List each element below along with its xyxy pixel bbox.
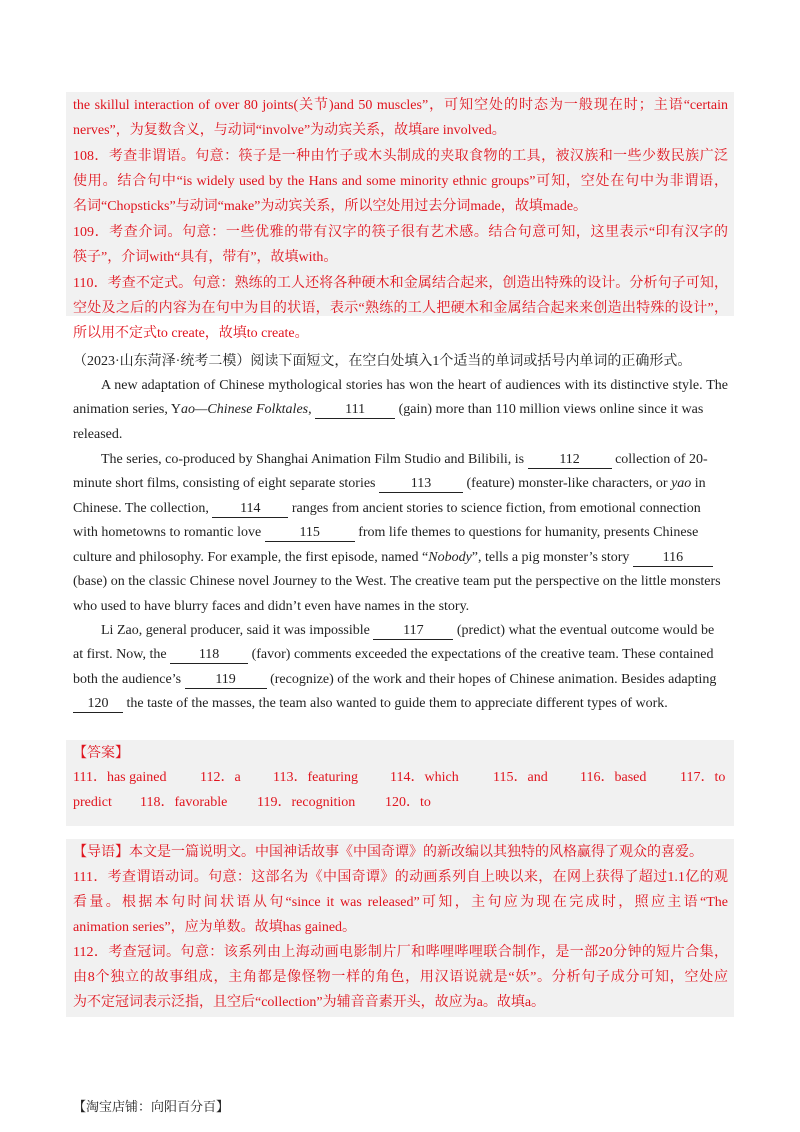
- passage-line: culture and philosophy. For example, the first episode, named “Nobody”, tells a pig monster’s story 116: [73, 546, 728, 570]
- passage-line: Chinese. The collection, 114 ranges from ancient stories to science fiction, from emotional connection: [73, 501, 701, 516]
- blank-113[interactable]: 113: [379, 475, 463, 493]
- answer-heading: 【答案】: [73, 746, 129, 761]
- explanation-line: the skillul interaction of over 80 joints(关节)and 50 muscles”，可知空处的时态为一般现在时；主语“certain: [73, 98, 728, 113]
- explanation-line: 筷子”，介词with“具有，带有”，故填with。: [73, 250, 338, 265]
- explanation-line: 空处及之后的内容为在句中为目的状语，表示“熟练的工人把硬木和金属结合起来来创造出特殊的设计”，: [73, 301, 728, 316]
- answer-114: 114．which: [390, 770, 459, 785]
- passage-line: both the audience’s 119 (recognize) of the work and their hopes of Chinese animation. Besides adapting: [73, 672, 717, 687]
- blank-117[interactable]: 117: [373, 622, 453, 640]
- answer-120: 120．to: [385, 795, 431, 810]
- passage-line: with hometowns to romantic love 115 from life themes to questions for humanity, presents Chinese: [73, 525, 699, 540]
- blank-111[interactable]: 111: [315, 401, 395, 419]
- guide-line: 111．考查谓语动词。句意：这部名为《中国奇谭》的动画系列自上映以来，在网上获得了超过1.1亿的观: [73, 870, 728, 885]
- answer-118: 118．favorable: [140, 795, 228, 810]
- answer-117: 117．to: [680, 770, 726, 785]
- answer-112: 112．a: [200, 770, 241, 785]
- guide-line: 为不定冠词表示泛指，且空后“collection”为辅音音素开头，故应为a。故填a。: [73, 995, 546, 1010]
- guide-line: animation series”，应为单数。故填has gained。: [73, 920, 357, 935]
- answer-116: 116．based: [580, 770, 647, 785]
- guide-line: 【导语】本文是一篇说明文。中国神话故事《中国奇谭》的新改编以其独特的风格赢得了观众的喜爱。: [73, 845, 703, 860]
- blank-116[interactable]: 116: [633, 549, 713, 567]
- explanation-line: nerves”，为复数含义，与动词“involve”为动宾关系，故填are involved。: [73, 123, 506, 138]
- exercise-instruction: （2023·山东菏泽·统考二模）阅读下面短文，在空白处填入1个适当的单词或括号内单词的正确形式。: [73, 354, 692, 369]
- passage-line: minute short films, consisting of eight separate stories 113 (feature) monster-like characters, or yao in: [73, 476, 706, 491]
- passage-line: who used to have blurry faces and didn’t even have names in the story.: [73, 599, 470, 614]
- explanation-line: 名词“Chopsticks”与动词“make”为动宾关系，所以空处用过去分词made，故填made。: [73, 199, 588, 214]
- blank-115[interactable]: 115: [265, 524, 355, 542]
- explanation-line: 所以用不定式to create，故填to create。: [73, 326, 309, 341]
- blank-120[interactable]: 120: [73, 695, 123, 713]
- guide-line: 由8个独立的故事组成，主角都是像怪物一样的角色，用汉语说就是“妖”。分析句子成分可知，空处应: [73, 970, 728, 985]
- passage-line: A new adaptation of Chinese mythological stories has won the heart of audiences with its distinctive style. The: [101, 378, 728, 393]
- passage-line: (base) on the classic Chinese novel Journey to the West. The creative team put the perspective on the little monsters: [73, 574, 721, 589]
- guide-line: 112．考查冠词。句意：该系列由上海动画电影制片厂和哔哩哔哩联合制作，是一部20分钟的短片合集，: [73, 945, 728, 960]
- answer-111: 111．has gained: [73, 770, 167, 785]
- explanation-line: 使用。结合句中“is widely used by the Hans and some minority ethnic groups”可知，空处在句中为非谓语，: [73, 174, 728, 189]
- guide-line: 看量。根据本句时间状语从句“since it was released”可知，主句应为现在完成时，照应主语“The: [73, 895, 728, 910]
- shop-footer: 【淘宝店铺：向阳百分百】: [73, 1099, 230, 1114]
- answer-119: 119．recognition: [257, 795, 356, 810]
- passage-line: Li Zao, general producer, said it was impossible 117 (predict) what the eventual outcome would be: [101, 623, 715, 638]
- answer-115: 115．and: [493, 770, 548, 785]
- passage-line: 120 the taste of the masses, the team also wanted to guide them to appreciate different types of work.: [73, 692, 728, 716]
- explanation-line: 108．考查非谓语。句意：筷子是一种由竹子或木头制成的夹取食物的工具，被汉族和一些少数民族广泛: [73, 149, 728, 164]
- explanation-line: 109．考查介词。句意：一些优雅的带有汉字的筷子很有艺术感。结合句意可知，这里表示“印有汉字的: [73, 225, 728, 240]
- blank-112[interactable]: 112: [528, 451, 612, 469]
- passage-line: animation series, Yao—Chinese Folktales, 111 (gain) more than 110 million views online since it was: [73, 402, 704, 417]
- answer-113: 113．featuring: [273, 770, 359, 785]
- passage-line: The series, co-produced by Shanghai Animation Film Studio and Bilibili, is 112 collection of 20-: [101, 452, 708, 467]
- answer-117-cont: predict: [73, 795, 112, 810]
- explanation-line: 110．考查不定式。句意：熟练的工人还将各种硬木和金属结合起来，创造出特殊的设计。分析句子可知，: [73, 276, 728, 291]
- blank-119[interactable]: 119: [185, 671, 267, 689]
- passage-line: released.: [73, 427, 123, 442]
- blank-114[interactable]: 114: [212, 500, 288, 518]
- passage-line: at first. Now, the 118 (favor) comments exceeded the expectations of the creative team. These contained: [73, 647, 714, 662]
- blank-118[interactable]: 118: [170, 646, 248, 664]
